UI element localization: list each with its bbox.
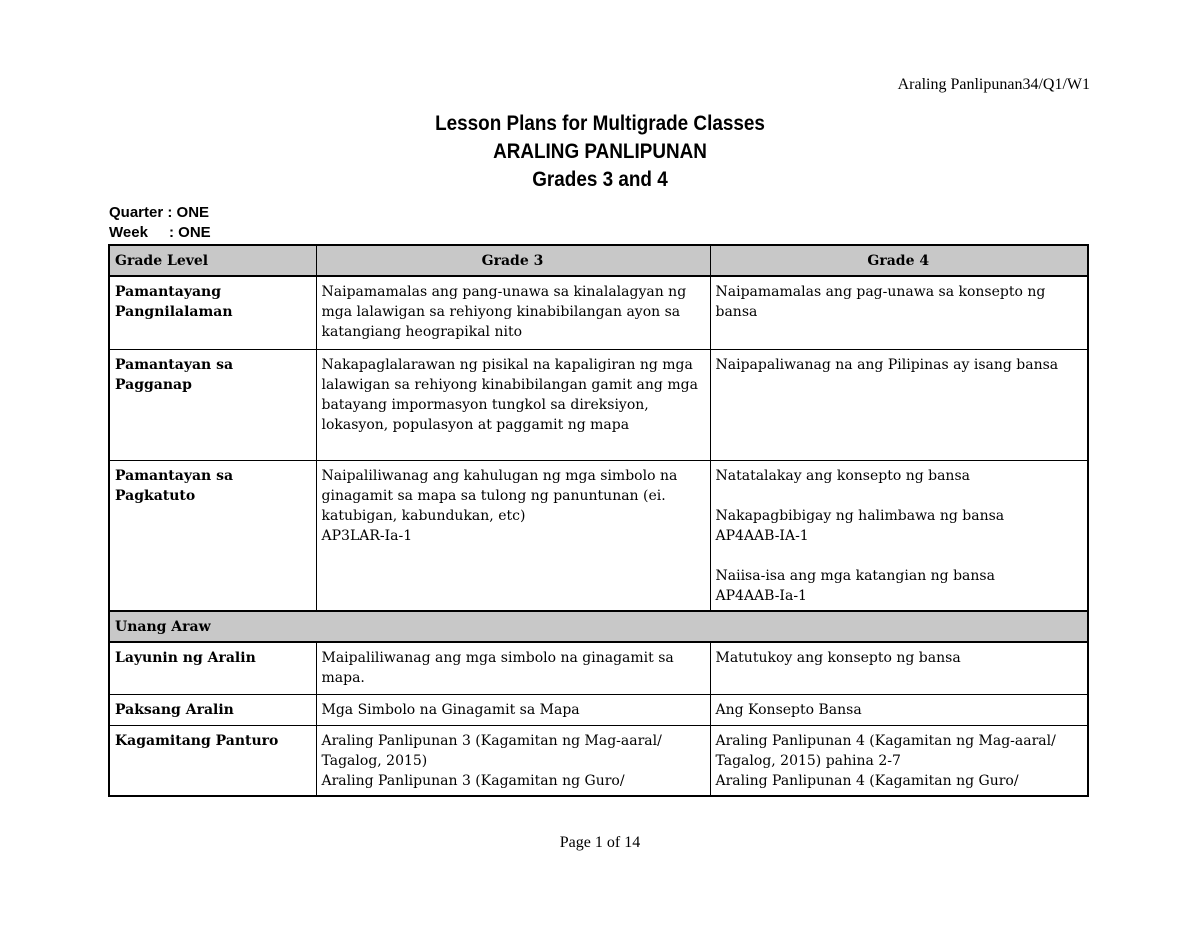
- grade-4-cell: Matutukoy ang konsepto ng bansa: [710, 642, 1088, 694]
- title-line-2: ARALING PANLIPUNAN: [493, 140, 707, 163]
- grade-4-cell: [710, 725, 1088, 796]
- row-label: Pamantayan sa Pagkatuto: [109, 460, 316, 611]
- title-block: [60, 110, 1140, 194]
- row-label: Kagamitang Panturo: [109, 725, 316, 796]
- grade-3-cell: [316, 725, 710, 796]
- material-text: Araling Panlipunan 4 (Kagamitan ng Mag-aaral/ Tagalog, 2015) pahina 2-7: [715, 732, 1056, 769]
- row-label: Layunin ng Aralin: [109, 642, 316, 694]
- table-row: [109, 725, 1088, 796]
- header-grade-level: Grade Level: [109, 245, 316, 276]
- quarter-value: ONE: [176, 204, 210, 221]
- grade-4-cell: Naipamamalas ang pag-unawa sa konsepto ng bansa: [710, 276, 1088, 349]
- quarter-line: [109, 203, 211, 223]
- lesson-plan-table: [108, 244, 1089, 797]
- week-line: [109, 223, 211, 243]
- table-header-row: [109, 245, 1088, 276]
- table-row: [109, 642, 1088, 694]
- table-row: [109, 694, 1088, 725]
- quarter-label: Quarter :: [109, 204, 173, 221]
- title-line-1: Lesson Plans for Multigrade Classes: [435, 112, 765, 135]
- material-text: Araling Panlipunan 3 (Kagamitan ng Guro/: [321, 772, 625, 789]
- header-grade-4: Grade 4: [710, 245, 1088, 276]
- header-grade-3: Grade 3: [316, 245, 710, 276]
- competency-text: Naiisa-isa ang mga katangian ng bansa: [715, 567, 995, 584]
- week-value: : ONE: [169, 224, 211, 241]
- day-band-label: Unang Araw: [109, 611, 1088, 642]
- material-text: Araling Panlipunan 3 (Kagamitan ng Mag-aaral/ Tagalog, 2015): [321, 732, 662, 769]
- row-label: Pamantayan sa Pagganap: [109, 349, 316, 460]
- grade-4-cell: [710, 460, 1088, 611]
- competency-code: AP4AAB-IA-1: [715, 527, 809, 544]
- grade-3-cell: Mga Simbolo na Ginagamit sa Mapa: [316, 694, 710, 725]
- competency-text: Naipaliliwanag ang kahulugan ng mga simbolo na ginagamit sa mapa sa tulong ng panuntunan (ei. katubigan, kabundukan, etc): [321, 467, 678, 524]
- grade-3-cell: Nakapaglalarawan ng pisikal na kapaligiran ng mga lalawigan sa rehiyong kinabibilangan gamit ang mga batayang impormasyon tungkol sa direksiyon, lokasyon, populasyon at paggamit ng mapa: [316, 349, 710, 460]
- grade-3-cell: Maipaliliwanag ang mga simbolo na ginagamit sa mapa.: [316, 642, 710, 694]
- table-row: [109, 349, 1088, 460]
- grade-4-cell: Ang Konsepto Bansa: [710, 694, 1088, 725]
- document-reference: Araling Panlipunan34/Q1/W1: [897, 76, 1090, 93]
- competency-code: AP4AAB-Ia-1: [715, 587, 807, 604]
- material-text: Araling Panlipunan 4 (Kagamitan ng Guro/: [715, 772, 1019, 789]
- grade-3-cell: [316, 460, 710, 611]
- week-label: Week: [109, 224, 148, 241]
- page-number: Page 1 of 14: [559, 834, 641, 851]
- competency-code: AP3LAR-Ia-1: [321, 527, 413, 544]
- title-line-3: Grades 3 and 4: [532, 168, 668, 191]
- day-band-row: [109, 611, 1088, 642]
- table-row: [109, 276, 1088, 349]
- grade-4-cell: Naipapaliwanag na ang Pilipinas ay isang bansa: [710, 349, 1088, 460]
- table-row: [109, 460, 1088, 611]
- competency-text: Natatalakay ang konsepto ng bansa: [715, 467, 970, 484]
- row-label: Paksang Aralin: [109, 694, 316, 725]
- row-label: Pamantayang Pangnilalaman: [109, 276, 316, 349]
- quarter-week-info: [109, 203, 211, 243]
- grade-3-cell: Naipamamalas ang pang-unawa sa kinalalagyan ng mga lalawigan sa rehiyong kinabibilangan ayon sa katangiang heograpikal nito: [316, 276, 710, 349]
- competency-text: Nakapagbibigay ng halimbawa ng bansa: [715, 507, 1005, 524]
